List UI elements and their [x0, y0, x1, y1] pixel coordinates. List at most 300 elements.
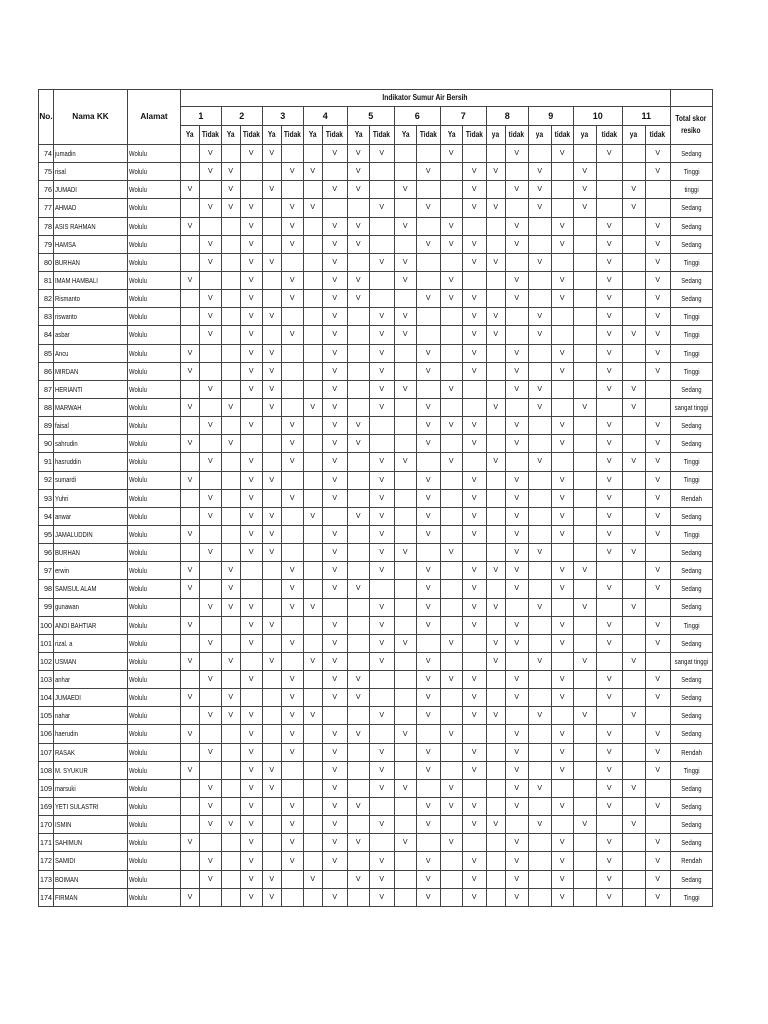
check-cell: V — [181, 562, 200, 580]
check-cell — [486, 743, 505, 761]
check-cell — [303, 798, 322, 816]
check-cell — [394, 199, 416, 217]
check-cell: V — [486, 816, 505, 834]
check-cell — [240, 652, 262, 670]
check-cell — [221, 271, 240, 289]
table-row — [39, 181, 713, 199]
check-cell: V — [551, 798, 573, 816]
check-cell: V — [596, 435, 622, 453]
check-cell — [486, 235, 505, 253]
check-cell — [573, 471, 596, 489]
check-cell: V — [369, 544, 394, 562]
cell-no: 106 — [39, 725, 54, 743]
cell-alamat: Wolulu — [128, 671, 181, 689]
check-cell: V — [462, 181, 486, 199]
check-cell: V — [551, 290, 573, 308]
ya-header-7: Ya — [440, 126, 462, 145]
check-cell: V — [262, 616, 281, 634]
check-cell — [486, 761, 505, 779]
check-cell: V — [528, 598, 551, 616]
check-cell — [573, 253, 596, 271]
check-cell — [622, 761, 645, 779]
check-cell: V — [322, 834, 347, 852]
ya-header-6: Ya — [394, 126, 416, 145]
tidak-header-4: Tidak — [322, 126, 347, 145]
indicator-number-3: 3 — [262, 107, 303, 126]
check-cell: V — [200, 779, 222, 797]
check-cell: V — [440, 834, 462, 852]
check-cell — [303, 562, 322, 580]
check-cell: V — [281, 689, 303, 707]
check-cell: V — [416, 816, 440, 834]
check-cell: V — [303, 163, 322, 181]
check-cell — [528, 144, 551, 162]
check-cell — [240, 398, 262, 416]
check-cell: V — [462, 852, 486, 870]
check-cell: V — [240, 308, 262, 326]
cell-nama: USMAN — [54, 652, 128, 670]
check-cell: V — [369, 344, 394, 362]
check-cell: V — [281, 435, 303, 453]
check-cell: V — [347, 725, 369, 743]
check-cell: V — [462, 326, 486, 344]
table-row — [39, 834, 713, 852]
check-cell: V — [240, 253, 262, 271]
check-cell — [262, 562, 281, 580]
check-cell — [200, 689, 222, 707]
check-cell — [462, 144, 486, 162]
check-cell — [281, 471, 303, 489]
check-cell — [622, 290, 645, 308]
check-cell — [347, 707, 369, 725]
cell-alamat: Wolulu — [128, 634, 181, 652]
table-row — [39, 271, 713, 289]
check-cell — [622, 689, 645, 707]
check-cell — [221, 798, 240, 816]
cell-risk: Sedang — [670, 435, 712, 453]
check-cell — [394, 816, 416, 834]
check-cell: V — [505, 144, 528, 162]
check-cell — [221, 525, 240, 543]
check-cell: V — [200, 253, 222, 271]
check-cell — [369, 671, 394, 689]
check-cell: V — [200, 163, 222, 181]
check-cell — [528, 489, 551, 507]
check-cell: V — [573, 398, 596, 416]
check-cell — [347, 634, 369, 652]
cell-alamat: Wolulu — [128, 380, 181, 398]
cell-risk: Sedang — [670, 598, 712, 616]
check-cell — [262, 671, 281, 689]
check-cell: V — [645, 580, 670, 598]
check-cell: V — [322, 308, 347, 326]
check-cell: V — [462, 743, 486, 761]
check-cell: V — [645, 362, 670, 380]
check-cell: V — [394, 779, 416, 797]
check-cell: V — [322, 525, 347, 543]
check-cell: V — [369, 362, 394, 380]
cell-risk: Sedang — [670, 725, 712, 743]
cell-nama: AHMAD — [54, 199, 128, 217]
check-cell — [596, 562, 622, 580]
check-cell: V — [369, 398, 394, 416]
check-cell: V — [281, 598, 303, 616]
check-cell: V — [645, 271, 670, 289]
check-cell — [181, 798, 200, 816]
check-cell — [573, 870, 596, 888]
check-cell — [416, 326, 440, 344]
check-cell — [200, 761, 222, 779]
cell-no: 108 — [39, 761, 54, 779]
check-cell — [440, 163, 462, 181]
check-cell: V — [440, 235, 462, 253]
check-cell: V — [240, 326, 262, 344]
check-cell — [394, 398, 416, 416]
check-cell: V — [200, 507, 222, 525]
check-cell — [303, 689, 322, 707]
check-cell — [347, 398, 369, 416]
check-cell: V — [486, 707, 505, 725]
check-cell: V — [416, 507, 440, 525]
check-cell: V — [645, 507, 670, 525]
check-cell: V — [416, 163, 440, 181]
check-cell — [221, 235, 240, 253]
cell-alamat: Wolulu — [128, 888, 181, 906]
check-cell: V — [462, 562, 486, 580]
cell-no: 84 — [39, 326, 54, 344]
check-cell: V — [528, 253, 551, 271]
check-cell — [369, 798, 394, 816]
check-cell: V — [551, 144, 573, 162]
check-cell — [486, 852, 505, 870]
check-cell: V — [505, 779, 528, 797]
check-cell — [573, 217, 596, 235]
check-cell — [221, 362, 240, 380]
check-cell — [505, 453, 528, 471]
check-cell: V — [281, 290, 303, 308]
check-cell — [573, 743, 596, 761]
check-cell — [221, 834, 240, 852]
table-row — [39, 761, 713, 779]
check-cell — [622, 507, 645, 525]
check-cell — [394, 852, 416, 870]
check-cell: V — [200, 199, 222, 217]
check-cell: V — [369, 888, 394, 906]
check-cell — [303, 834, 322, 852]
check-cell — [551, 652, 573, 670]
check-cell: V — [645, 344, 670, 362]
cell-risk: Sedang — [670, 816, 712, 834]
check-cell — [347, 652, 369, 670]
check-cell — [281, 652, 303, 670]
cell-risk: Tinggi — [670, 453, 712, 471]
check-cell: V — [262, 398, 281, 416]
check-cell — [622, 725, 645, 743]
check-cell — [486, 217, 505, 235]
check-cell — [645, 380, 670, 398]
tidak-header-6: Tidak — [416, 126, 440, 145]
cell-alamat: Wolulu — [128, 870, 181, 888]
cell-risk: Tinggi — [670, 253, 712, 271]
cell-nama: ANDI BAHTIAR — [54, 616, 128, 634]
check-cell: V — [416, 290, 440, 308]
cell-alamat: Wolulu — [128, 181, 181, 199]
check-cell: V — [262, 181, 281, 199]
cell-no: 171 — [39, 834, 54, 852]
check-cell: V — [596, 507, 622, 525]
cell-risk: sangat tinggi — [670, 398, 712, 416]
table-row — [39, 417, 713, 435]
check-cell — [505, 652, 528, 670]
check-cell — [505, 816, 528, 834]
check-cell — [347, 598, 369, 616]
check-cell — [221, 634, 240, 652]
table-row — [39, 235, 713, 253]
check-cell — [440, 888, 462, 906]
cell-nama: SAMIDI — [54, 852, 128, 870]
check-cell — [505, 398, 528, 416]
check-cell — [486, 271, 505, 289]
tidak-header-9: tidak — [551, 126, 573, 145]
check-cell — [440, 580, 462, 598]
check-cell — [262, 743, 281, 761]
check-cell: V — [369, 562, 394, 580]
check-cell — [303, 616, 322, 634]
check-cell: V — [281, 816, 303, 834]
table-row — [39, 779, 713, 797]
check-cell: V — [622, 779, 645, 797]
check-cell — [347, 816, 369, 834]
check-cell — [303, 852, 322, 870]
check-cell — [221, 326, 240, 344]
check-cell — [622, 888, 645, 906]
check-cell: V — [622, 652, 645, 670]
check-cell — [622, 870, 645, 888]
check-cell: V — [281, 217, 303, 235]
check-cell: V — [394, 326, 416, 344]
ya-header-4: Ya — [303, 126, 322, 145]
check-cell — [181, 544, 200, 562]
check-cell — [440, 616, 462, 634]
check-cell: V — [181, 834, 200, 852]
check-cell: V — [440, 671, 462, 689]
cell-nama: rizal. a — [54, 634, 128, 652]
check-cell — [573, 888, 596, 906]
check-cell: V — [505, 235, 528, 253]
check-cell: V — [240, 217, 262, 235]
tidak-header-1: Tidak — [200, 126, 222, 145]
cell-alamat: Wolulu — [128, 217, 181, 235]
cell-nama: SAMSUL ALAM — [54, 580, 128, 598]
check-cell — [394, 598, 416, 616]
check-cell: V — [347, 217, 369, 235]
check-cell: V — [596, 290, 622, 308]
cell-no: 103 — [39, 671, 54, 689]
check-cell: V — [322, 435, 347, 453]
check-cell: V — [505, 870, 528, 888]
check-cell — [181, 417, 200, 435]
check-cell: V — [528, 326, 551, 344]
check-cell — [394, 344, 416, 362]
check-cell: V — [505, 181, 528, 199]
check-cell — [462, 380, 486, 398]
check-cell — [573, 308, 596, 326]
check-cell: V — [440, 544, 462, 562]
check-cell — [622, 671, 645, 689]
check-cell: V — [416, 235, 440, 253]
check-cell: V — [322, 852, 347, 870]
check-cell — [394, 489, 416, 507]
check-cell — [440, 362, 462, 380]
check-cell — [394, 671, 416, 689]
check-cell — [486, 689, 505, 707]
check-cell: V — [322, 489, 347, 507]
check-cell — [596, 199, 622, 217]
check-cell: V — [528, 380, 551, 398]
check-cell: V — [505, 888, 528, 906]
check-cell — [240, 163, 262, 181]
check-cell — [303, 290, 322, 308]
check-cell: V — [181, 525, 200, 543]
check-cell — [505, 253, 528, 271]
table-row — [39, 671, 713, 689]
check-cell — [528, 435, 551, 453]
check-cell: V — [200, 634, 222, 652]
check-cell — [240, 580, 262, 598]
cell-nama: JUMAEDI — [54, 689, 128, 707]
cell-no: 74 — [39, 144, 54, 162]
check-cell: V — [551, 362, 573, 380]
cell-no: 80 — [39, 253, 54, 271]
check-cell — [622, 435, 645, 453]
cell-risk: Rendah — [670, 489, 712, 507]
tidak-header-5: Tidak — [369, 126, 394, 145]
check-cell: V — [551, 525, 573, 543]
check-cell: V — [416, 489, 440, 507]
check-cell — [303, 634, 322, 652]
check-cell: V — [416, 344, 440, 362]
check-cell: V — [596, 271, 622, 289]
check-cell: V — [369, 779, 394, 797]
check-cell — [573, 417, 596, 435]
check-cell — [645, 398, 670, 416]
check-cell: V — [281, 834, 303, 852]
table-row — [39, 489, 713, 507]
check-cell — [486, 870, 505, 888]
check-cell: V — [596, 217, 622, 235]
table-row — [39, 816, 713, 834]
check-cell — [394, 144, 416, 162]
check-cell: V — [462, 761, 486, 779]
check-cell: V — [240, 616, 262, 634]
cell-no: 87 — [39, 380, 54, 398]
check-cell: V — [596, 888, 622, 906]
cell-risk: Sedang — [670, 235, 712, 253]
check-cell — [622, 362, 645, 380]
check-cell: V — [596, 761, 622, 779]
check-cell: V — [200, 380, 222, 398]
check-cell — [221, 616, 240, 634]
cell-nama: asbar — [54, 326, 128, 344]
cell-risk: Tinggi — [670, 344, 712, 362]
check-cell — [573, 362, 596, 380]
check-cell: V — [181, 344, 200, 362]
check-cell — [200, 344, 222, 362]
check-cell: V — [551, 834, 573, 852]
check-cell — [262, 217, 281, 235]
cell-nama: jumadin — [54, 144, 128, 162]
check-cell — [645, 544, 670, 562]
check-cell — [645, 598, 670, 616]
check-cell: V — [505, 435, 528, 453]
check-cell: V — [462, 580, 486, 598]
check-cell: V — [394, 834, 416, 852]
check-cell: V — [240, 888, 262, 906]
cell-alamat: Wolulu — [128, 253, 181, 271]
check-cell: V — [394, 217, 416, 235]
check-cell — [645, 779, 670, 797]
check-cell — [303, 380, 322, 398]
cell-no: 101 — [39, 634, 54, 652]
check-cell: V — [645, 562, 670, 580]
check-cell — [303, 779, 322, 797]
check-cell: V — [322, 181, 347, 199]
check-cell: V — [573, 598, 596, 616]
cell-no: 98 — [39, 580, 54, 598]
tidak-header-2: Tidak — [240, 126, 262, 145]
check-cell: V — [486, 199, 505, 217]
check-cell — [394, 761, 416, 779]
check-cell: V — [486, 634, 505, 652]
check-cell — [440, 816, 462, 834]
check-cell: V — [322, 616, 347, 634]
check-cell — [303, 544, 322, 562]
table-row — [39, 652, 713, 670]
check-cell: V — [551, 671, 573, 689]
cell-alamat: Wolulu — [128, 271, 181, 289]
check-cell — [596, 181, 622, 199]
check-cell: V — [622, 199, 645, 217]
cell-no: 105 — [39, 707, 54, 725]
check-cell — [181, 707, 200, 725]
check-cell: V — [573, 816, 596, 834]
check-cell — [303, 217, 322, 235]
table-row — [39, 380, 713, 398]
check-cell — [181, 598, 200, 616]
check-cell: V — [551, 344, 573, 362]
check-cell — [573, 580, 596, 598]
check-cell: V — [322, 580, 347, 598]
check-cell — [221, 489, 240, 507]
check-cell — [622, 562, 645, 580]
cell-no: 77 — [39, 199, 54, 217]
ya-header-1: Ya — [181, 126, 200, 145]
check-cell — [369, 417, 394, 435]
check-cell — [369, 181, 394, 199]
check-cell: V — [200, 743, 222, 761]
check-cell: V — [505, 380, 528, 398]
check-cell — [347, 380, 369, 398]
check-cell: V — [462, 798, 486, 816]
cell-nama: YETI SULASTRI — [54, 798, 128, 816]
check-cell: V — [551, 435, 573, 453]
cell-no: 97 — [39, 562, 54, 580]
check-cell: V — [369, 144, 394, 162]
check-cell — [528, 616, 551, 634]
check-cell: V — [262, 761, 281, 779]
check-cell — [462, 652, 486, 670]
check-cell — [645, 181, 670, 199]
